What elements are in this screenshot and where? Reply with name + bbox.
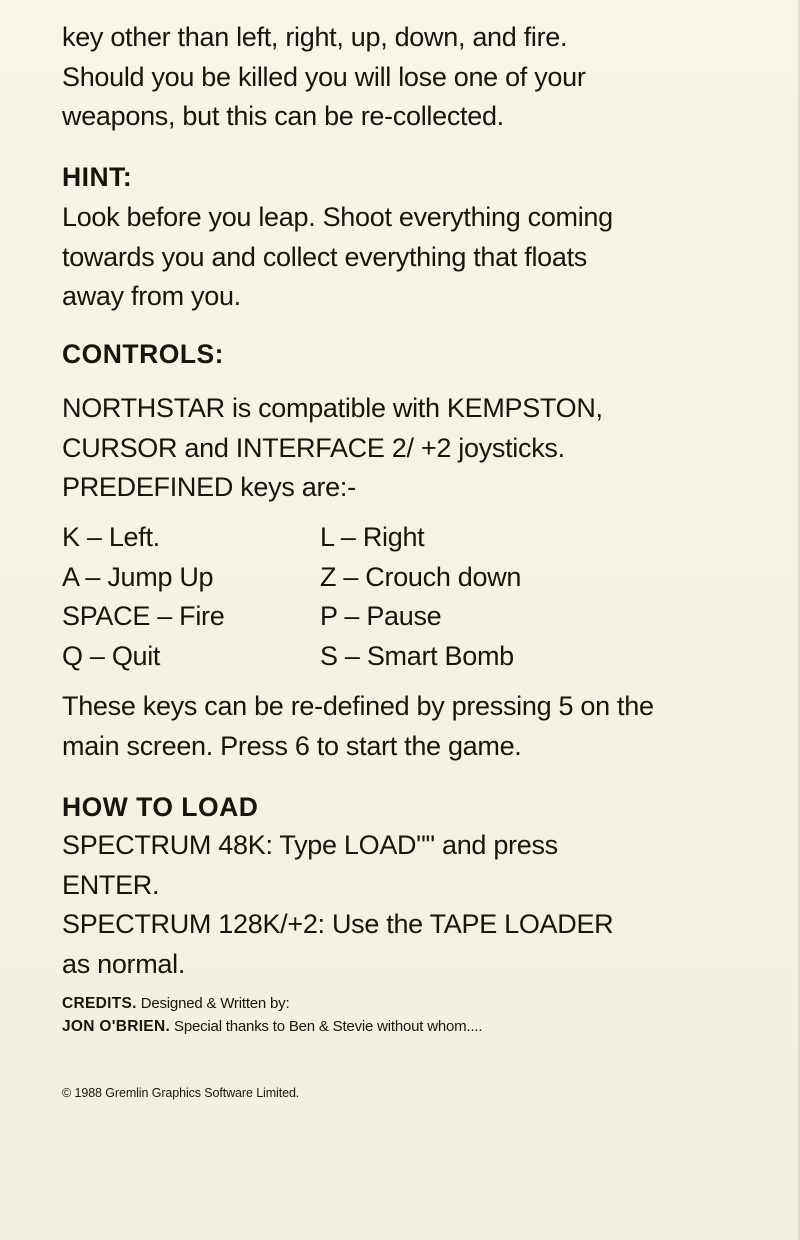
credits-thanks: Special thanks to Ben & Stevie without whom.... <box>170 1018 483 1035</box>
key-left-item: K – Left. <box>62 522 160 552</box>
copyright-text: 1988 Gremlin Graphics Software Limited. <box>71 1086 300 1100</box>
redefine-line: These keys can be re-defined by pressing 5 on the <box>62 691 654 721</box>
intro-line: Should you be killed you will lose one of your <box>62 61 586 92</box>
key-row <box>62 597 762 637</box>
hint-heading: HINT: <box>62 162 133 192</box>
credits-designed: Designed & Written by: <box>136 995 290 1012</box>
load-line: as normal. <box>62 948 186 979</box>
copyright-icon: © <box>62 1086 72 1100</box>
key-right-item: S – Smart Bomb <box>320 640 514 671</box>
credits-label: CREDITS. <box>62 995 137 1012</box>
key-row <box>62 558 762 598</box>
key-left-item: Q – Quit <box>62 640 161 671</box>
copyright-line <box>62 1084 299 1102</box>
redefine-line: main screen. Press 6 to start the game. <box>62 730 522 761</box>
how-to-load-heading: HOW TO LOAD <box>62 792 259 822</box>
key-right-item: P – Pause <box>320 601 442 631</box>
intro-paragraph <box>62 18 586 137</box>
key-right-item: L – Right <box>320 522 425 552</box>
intro-line: key other than left, right, up, down, and fire. <box>62 22 568 52</box>
credits-line <box>62 992 482 1015</box>
key-row <box>62 637 762 677</box>
key-right-item: Z – Crouch down <box>320 561 522 592</box>
hint-paragraph <box>62 198 613 317</box>
credits-line <box>62 1015 482 1038</box>
load-line: ENTER. <box>62 869 160 900</box>
hint-line: away from you. <box>62 281 241 311</box>
controls-line: PREDEFINED keys are:- <box>62 472 356 502</box>
controls-line: NORTHSTAR is compatible with KEMPSTON, <box>62 393 603 423</box>
key-row <box>62 518 762 558</box>
redefine-paragraph <box>62 687 654 766</box>
credits-author: JON O'BRIEN. <box>62 1018 171 1035</box>
load-line: SPECTRUM 48K: Type LOAD"" and press <box>62 830 558 860</box>
how-to-load-paragraph <box>62 826 613 984</box>
key-list <box>62 518 762 676</box>
hint-line: Look before you leap. Shoot everything coming <box>62 202 613 232</box>
key-left-item: SPACE – Fire <box>62 601 225 631</box>
controls-heading: CONTROLS: <box>62 339 225 369</box>
credits-block <box>62 992 482 1038</box>
controls-paragraph <box>62 389 603 508</box>
intro-line: weapons, but this can be re-collected. <box>62 101 504 131</box>
load-line: SPECTRUM 128K/+2: Use the TAPE LOADER <box>62 909 614 939</box>
key-left-item: A – Jump Up <box>62 561 214 592</box>
controls-line: CURSOR and INTERFACE 2/ +2 joysticks. <box>62 432 565 463</box>
hint-line: towards you and collect everything that floats <box>62 241 588 272</box>
